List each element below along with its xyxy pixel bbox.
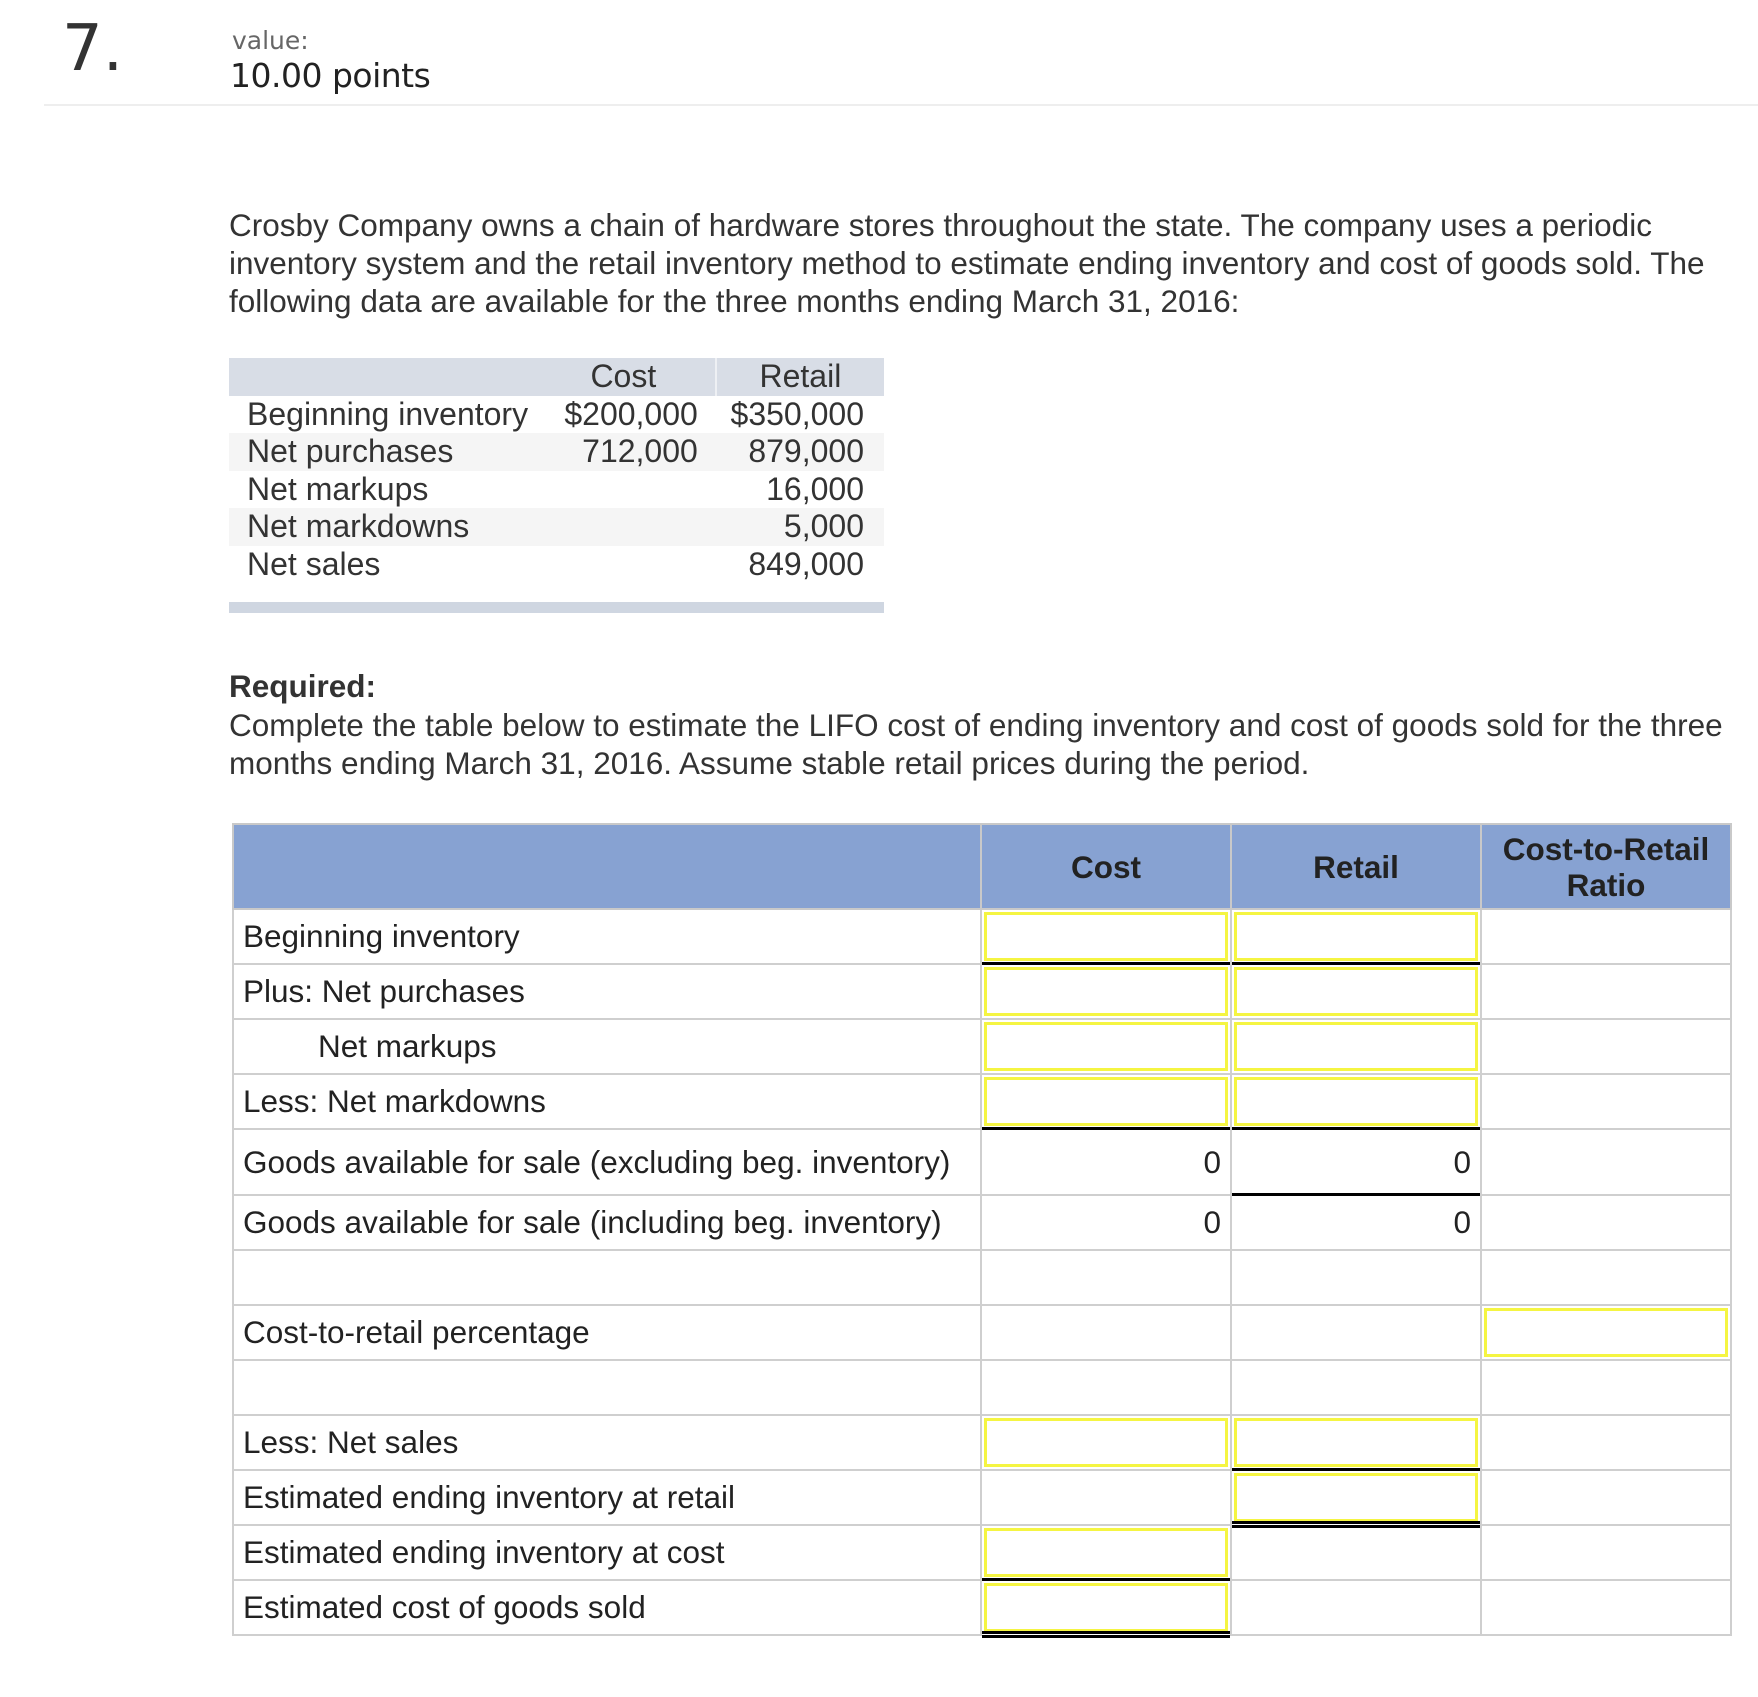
cost-value: 0	[981, 1195, 1231, 1250]
row-label: Less: Net markdowns	[233, 1074, 981, 1129]
ratio-cell	[1481, 1470, 1731, 1525]
worksheet-header-ratio: Cost-to-Retail Ratio	[1481, 824, 1731, 909]
row-label: Estimated ending inventory at cost	[233, 1525, 981, 1580]
row-label: Goods available for sale (excluding beg. inventory)	[233, 1129, 981, 1195]
given-row-cost	[532, 508, 716, 546]
worksheet-row-net-sales	[233, 1415, 1731, 1470]
retail-value: 0	[1231, 1195, 1481, 1250]
worksheet-row-net-markdowns	[233, 1074, 1731, 1129]
worksheet-row-net-markups	[233, 1019, 1731, 1074]
given-header-row	[229, 358, 884, 396]
retail-cell	[1231, 1415, 1481, 1470]
worksheet-row-cost-of-goods-sold	[233, 1580, 1731, 1635]
ratio-cell	[1481, 909, 1731, 964]
given-row-retail: $350,000	[730, 395, 864, 432]
net-markups-cost-input[interactable]	[984, 1022, 1228, 1071]
worksheet-row-cost-to-retail-percentage	[233, 1305, 1731, 1360]
cost-cell	[981, 909, 1231, 964]
given-row	[229, 396, 884, 434]
cost-cell	[981, 1415, 1231, 1470]
given-row-retail: 849,000	[748, 545, 864, 582]
retail-cell	[1231, 964, 1481, 1019]
worksheet-header-retail: Retail	[1231, 824, 1481, 909]
cost-cell	[981, 1470, 1231, 1525]
row-label: Plus: Net purchases	[233, 964, 981, 1019]
given-row-retail: 5,000	[716, 508, 884, 546]
cost-to-retail-ratio-input[interactable]	[1484, 1308, 1728, 1357]
cost-cell	[981, 1019, 1231, 1074]
net-markdowns-retail-input[interactable]	[1234, 1077, 1478, 1126]
worksheet-row-goods-available-including	[233, 1195, 1731, 1250]
worksheet-header-row	[233, 824, 1731, 909]
given-row-cost	[532, 546, 716, 584]
cost-of-goods-sold-input[interactable]	[984, 1583, 1228, 1632]
ratio-cell	[1481, 1360, 1731, 1415]
row-label: Estimated ending inventory at retail	[233, 1470, 981, 1525]
net-purchases-cost-input[interactable]	[984, 967, 1228, 1016]
worksheet-row-net-purchases	[233, 964, 1731, 1019]
given-row-label: Net markups	[247, 470, 429, 507]
beginning-inventory-retail-input[interactable]	[1234, 912, 1478, 961]
worksheet-row-ending-inventory-cost	[233, 1525, 1731, 1580]
given-row-cost: $200,000	[564, 395, 698, 432]
given-table-footer	[229, 602, 884, 613]
ratio-cell	[1481, 1525, 1731, 1580]
beginning-inventory-cost-input[interactable]	[984, 912, 1228, 961]
given-row-label: Net sales	[247, 545, 381, 582]
given-row-label: Beginning inventory	[247, 395, 529, 432]
ratio-cell	[1481, 1129, 1731, 1195]
net-markdowns-cost-input[interactable]	[984, 1077, 1228, 1126]
given-row-cost: 712,000	[532, 433, 716, 471]
given-row-label: Net purchases	[229, 433, 532, 471]
cost-cell	[981, 1525, 1231, 1580]
cost-value: 0	[981, 1129, 1231, 1195]
ending-inventory-cost-input[interactable]	[984, 1528, 1228, 1577]
given-row-label: Net markdowns	[229, 508, 532, 546]
ratio-cell	[1481, 1305, 1731, 1360]
net-sales-retail-input[interactable]	[1234, 1418, 1478, 1467]
retail-cell	[1231, 909, 1481, 964]
worksheet-row-blank	[233, 1250, 1731, 1305]
value-label: value:	[232, 26, 309, 55]
worksheet-header-blank	[233, 824, 981, 909]
row-label	[233, 1250, 981, 1305]
given-row	[229, 546, 884, 584]
cost-cell	[981, 1580, 1231, 1635]
ratio-cell	[1481, 1415, 1731, 1470]
retail-cell	[1231, 1525, 1481, 1580]
header-divider	[44, 104, 1758, 106]
row-label: Beginning inventory	[233, 909, 981, 964]
given-row	[229, 433, 884, 471]
ratio-cell	[1481, 1580, 1731, 1635]
given-header-blank	[229, 358, 532, 396]
intro-text: Crosby Company owns a chain of hardware stores throughout the state. The company uses a periodic inventory system and the retail inventory method to estimate ending inventory and cost of goods sold. The following data are available for the three months ending March 31, 2016:	[229, 207, 1705, 319]
cost-cell	[981, 1250, 1231, 1305]
ratio-cell	[1481, 1019, 1731, 1074]
given-row-cost	[532, 471, 716, 509]
given-row	[229, 471, 884, 509]
given-row-retail: 16,000	[766, 470, 864, 507]
worksheet-row-beginning-inventory	[233, 909, 1731, 964]
cost-cell	[981, 1074, 1231, 1129]
ratio-cell	[1481, 964, 1731, 1019]
row-label: Less: Net sales	[233, 1415, 981, 1470]
ratio-cell	[1481, 1250, 1731, 1305]
net-purchases-retail-input[interactable]	[1234, 967, 1478, 1016]
row-label: Goods available for sale (including beg. inventory)	[233, 1195, 981, 1250]
row-label	[233, 1360, 981, 1415]
retail-cell	[1231, 1019, 1481, 1074]
net-markups-retail-input[interactable]	[1234, 1022, 1478, 1071]
given-data-table	[229, 358, 884, 583]
retail-cell	[1231, 1470, 1481, 1525]
retail-cell	[1231, 1580, 1481, 1635]
required-text: Complete the table below to estimate the LIFO cost of ending inventory and cost of goods sold for the three months ending March 31, 2016. Assume stable retail prices during the period.	[229, 707, 1723, 781]
ratio-cell	[1481, 1074, 1731, 1129]
question-number: 7.	[62, 12, 124, 86]
row-label: Cost-to-retail percentage	[233, 1305, 981, 1360]
retail-value: 0	[1231, 1129, 1481, 1195]
required-title: Required:	[229, 668, 377, 704]
net-sales-cost-input[interactable]	[984, 1418, 1228, 1467]
worksheet-header-cost: Cost	[981, 824, 1231, 909]
retail-cell	[1231, 1305, 1481, 1360]
retail-cell	[1231, 1074, 1481, 1129]
ending-inventory-retail-input[interactable]	[1234, 1473, 1478, 1522]
ratio-cell	[1481, 1195, 1731, 1250]
cost-cell	[981, 964, 1231, 1019]
row-label: Estimated cost of goods sold	[233, 1580, 981, 1635]
given-row-retail: 879,000	[716, 433, 884, 471]
retail-cell	[1231, 1360, 1481, 1415]
cost-cell	[981, 1360, 1231, 1415]
value-points: 10.00 points	[230, 56, 431, 95]
given-header-cost: Cost	[532, 358, 716, 396]
retail-cell	[1231, 1250, 1481, 1305]
worksheet-row-goods-available-excluding	[233, 1129, 1731, 1195]
worksheet-row-blank	[233, 1360, 1731, 1415]
worksheet-table	[232, 823, 1732, 1636]
row-label: Net markups	[233, 1019, 981, 1074]
worksheet-row-ending-inventory-retail	[233, 1470, 1731, 1525]
cost-cell	[981, 1305, 1231, 1360]
given-row	[229, 508, 884, 546]
given-header-retail: Retail	[716, 358, 884, 396]
